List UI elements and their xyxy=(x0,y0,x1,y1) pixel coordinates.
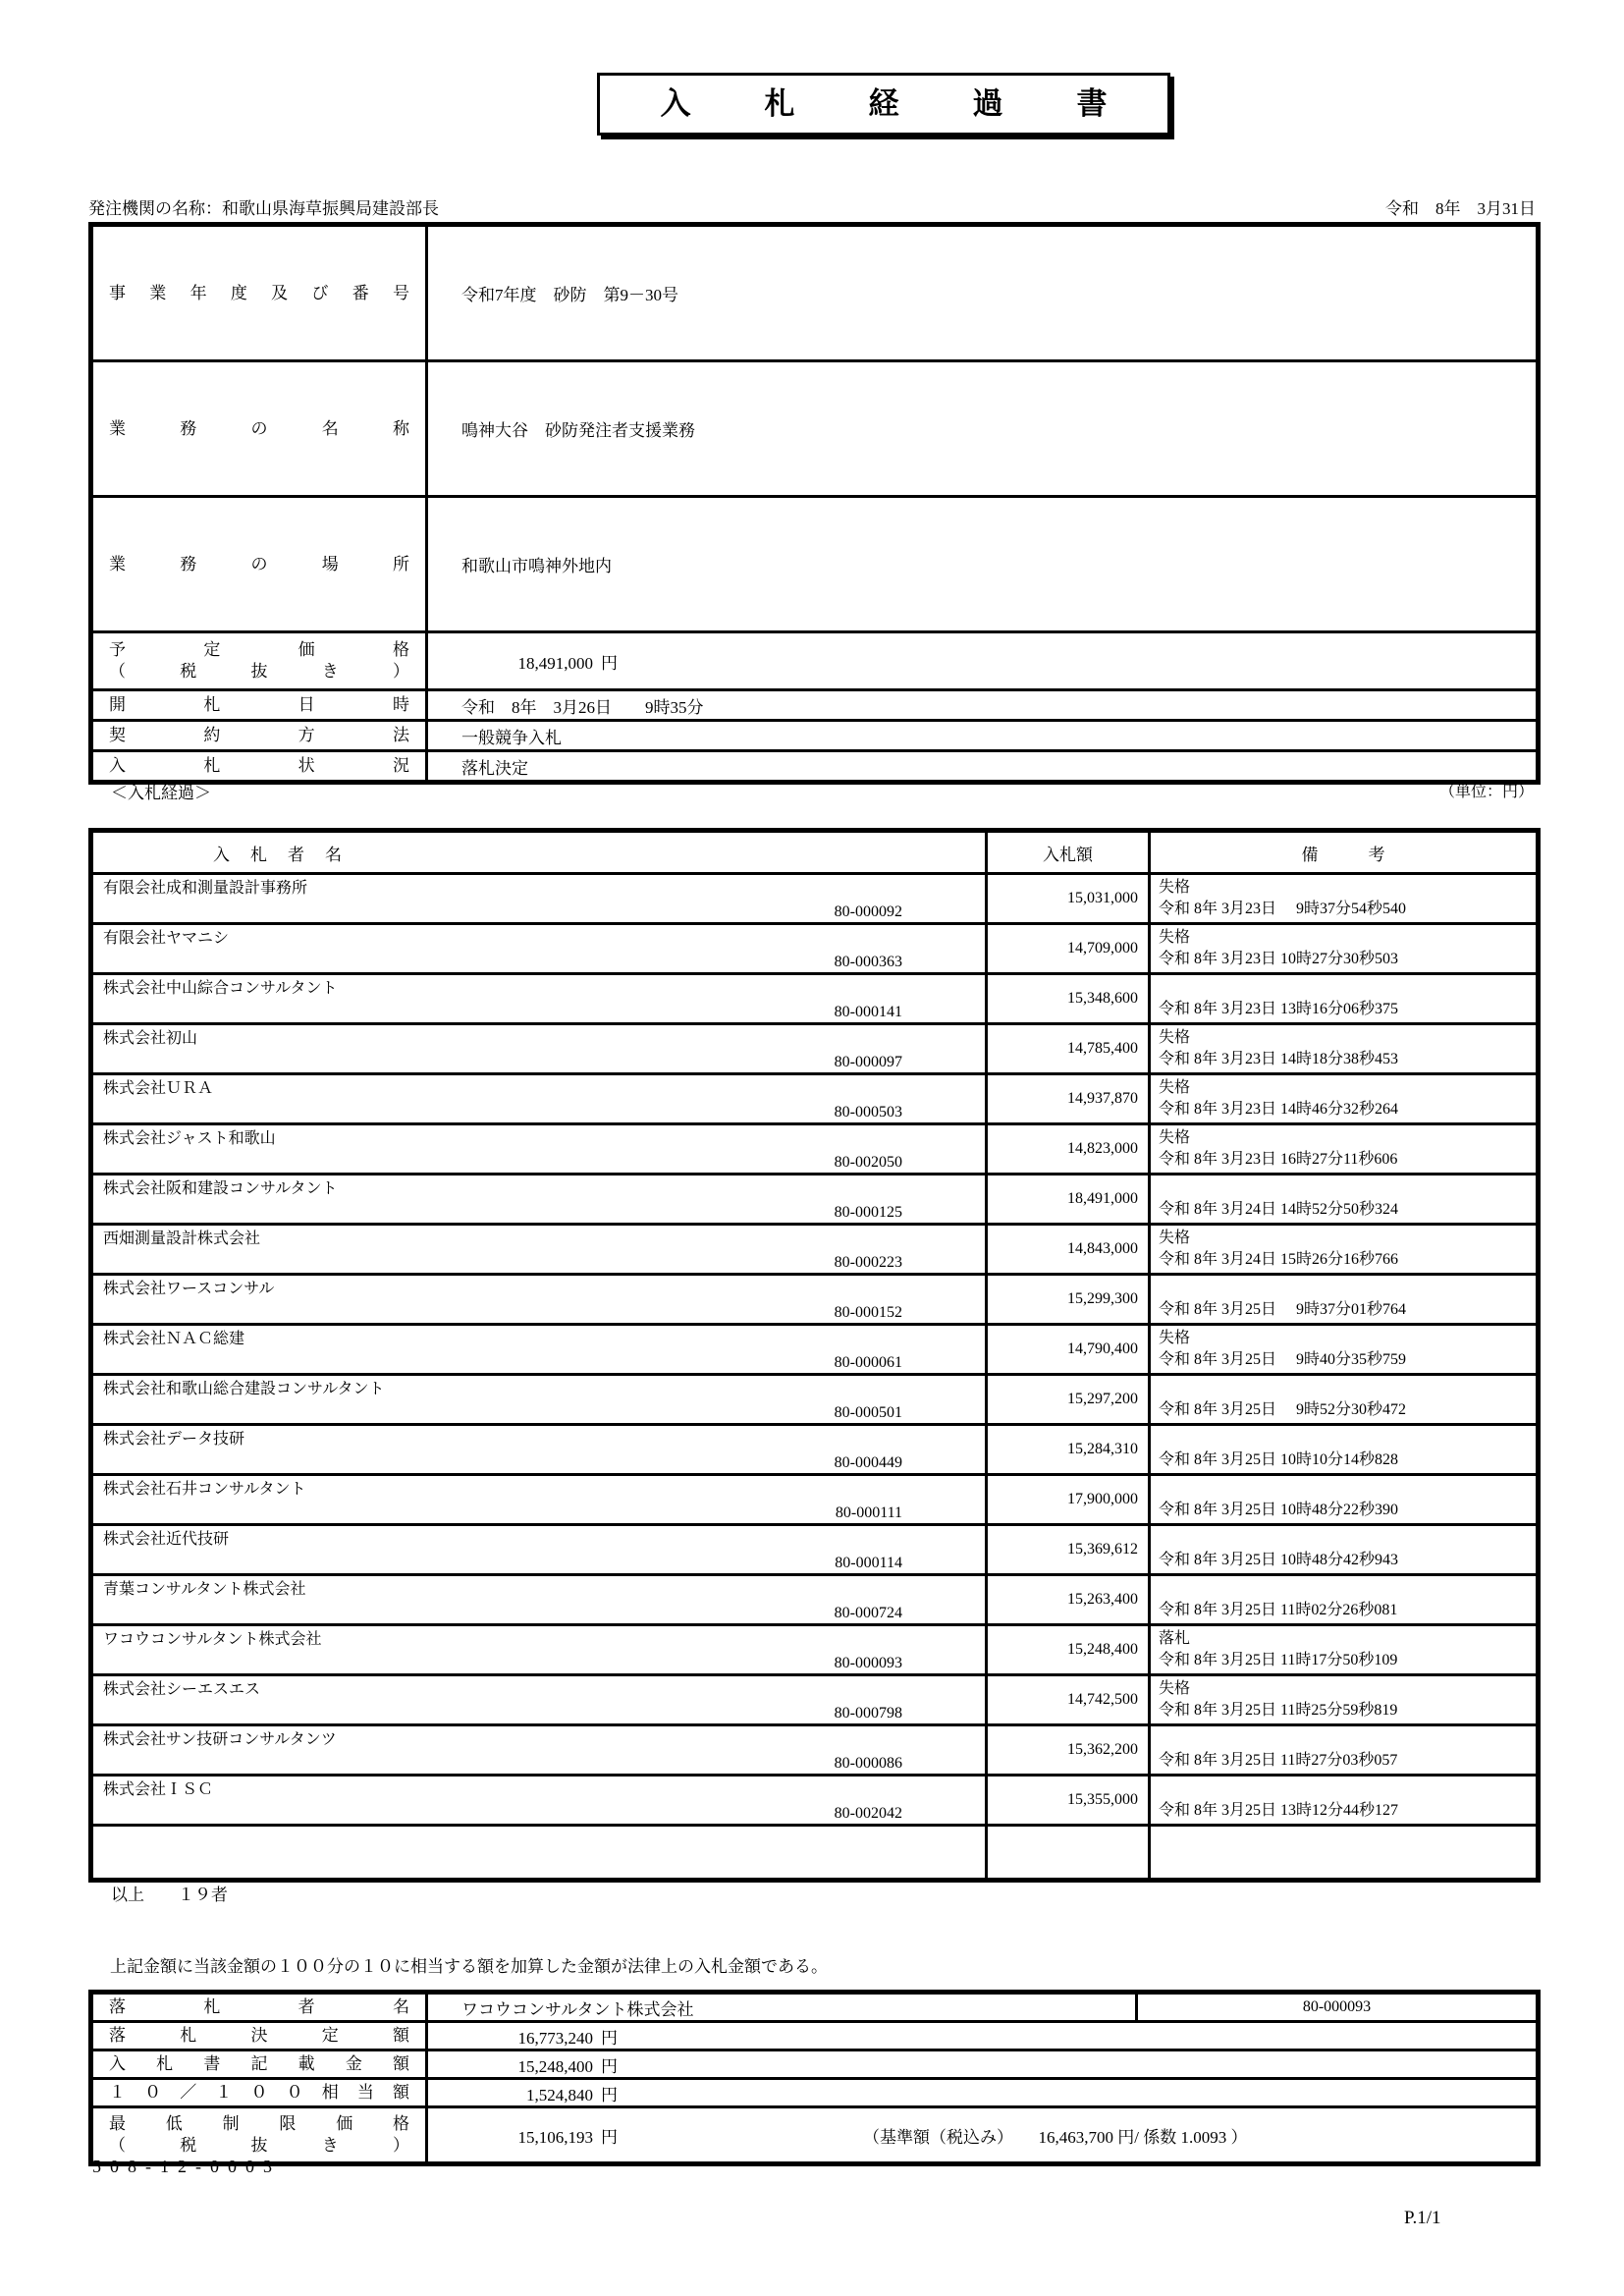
bid-amount: 15,362,200 xyxy=(987,1725,1150,1776)
bidder-name: 株式会社初山 xyxy=(103,1030,198,1047)
bidder-code: 80-000501 xyxy=(834,1404,902,1421)
bid-datetime: 令和 8年 3月23日 16時27分11秒606 xyxy=(1159,1151,1398,1168)
info-label: 入 札 状 況 xyxy=(109,756,409,775)
remarks-cell xyxy=(1150,1425,1539,1475)
bidder-code: 80-000724 xyxy=(834,1605,902,1621)
header-bidder-name: 入 札 者 名 xyxy=(91,831,987,874)
remarks-cell xyxy=(1150,1525,1539,1575)
bidder-name: 株式会社ＵＲＡ xyxy=(103,1080,214,1097)
bid-datetime: 令和 8年 3月24日 15時26分16秒766 xyxy=(1159,1251,1399,1268)
bid-amount: 14,785,400 xyxy=(987,1024,1150,1074)
bidder-name: 株式会社中山綜合コンサルタント xyxy=(103,980,338,997)
bidder-code: 80-000093 xyxy=(834,1655,902,1671)
bid-datetime: 令和 8年 3月25日 9時40分35秒759 xyxy=(1159,1351,1407,1368)
bidder-name: 有限会社成和測量設計事務所 xyxy=(103,880,308,897)
info-value: 和歌山市鳴神外地内 xyxy=(461,557,612,575)
result-label: 入 札 書 記 載 金 額 xyxy=(109,2054,409,2073)
award-result-table xyxy=(88,1990,1541,2166)
currency-unit: 円 xyxy=(601,2028,618,2048)
remarks-cell xyxy=(1150,1625,1539,1675)
bid-table-row xyxy=(91,1776,1539,1826)
winner-name: ワコウコンサルタント株式会社 xyxy=(461,1999,694,2019)
bid-datetime: 令和 8年 3月25日 11時17分50秒109 xyxy=(1159,1652,1398,1668)
bid-amount: 15,348,600 xyxy=(987,974,1150,1024)
bid-status xyxy=(1151,1476,1536,1500)
bid-status: 失格 xyxy=(1159,1129,1191,1146)
ordering-agency: 発注機関の名称：和歌山県海草振興局建設部長 xyxy=(88,199,439,218)
bid-status: 失格 xyxy=(1159,1680,1191,1697)
info-row-project-name xyxy=(91,361,1539,497)
bidder-cell xyxy=(91,1074,987,1124)
ten-percent-amount: 1,524,840 xyxy=(526,2085,593,2105)
info-value: 令和7年度 砂防 第9－30号 xyxy=(461,286,678,304)
bid-amount: 14,937,870 xyxy=(987,1074,1150,1124)
info-row-contract-method xyxy=(91,721,1539,751)
remarks-cell xyxy=(1150,1325,1539,1375)
result-row-ten-percent xyxy=(91,2079,1539,2107)
bid-progress-section-label: ＜入札経過＞ xyxy=(111,784,211,802)
currency-unit: 円 xyxy=(601,653,618,673)
info-label: 業 務 の 名 称 xyxy=(109,418,409,438)
remarks-cell xyxy=(1150,1375,1539,1425)
remarks-cell xyxy=(1150,1575,1539,1625)
bidder-name: 株式会社近代技研 xyxy=(103,1531,230,1548)
bid-table-row xyxy=(91,1175,1539,1225)
bidder-cell xyxy=(91,1325,987,1375)
bid-status xyxy=(1151,975,1536,999)
bidder-name: 西畑測量設計株式会社 xyxy=(103,1230,261,1247)
bid-table-empty-row xyxy=(91,1826,1539,1881)
bidder-code: 80-000061 xyxy=(834,1354,902,1371)
bidder-code: 80-000114 xyxy=(835,1555,902,1571)
info-value: 鳴神大谷 砂防発注者支援業務 xyxy=(461,421,695,440)
result-label: １ ０ ／ １ ０ ０ 相 当 額 xyxy=(109,2083,409,2102)
bidder-name: 株式会社ワースコンサル xyxy=(103,1281,275,1297)
bid-status: 落札 xyxy=(1159,1630,1191,1647)
bid-amount: 15,355,000 xyxy=(987,1776,1150,1826)
bidder-cell xyxy=(91,1124,987,1175)
bidder-name: 有限会社ヤマニシ xyxy=(103,930,230,947)
bid-table-row xyxy=(91,1124,1539,1175)
bidder-count-note: 以上 １９者 xyxy=(111,1886,228,1904)
bid-table-row xyxy=(91,1575,1539,1625)
header-bid-amount: 入札額 xyxy=(987,831,1150,874)
bidder-code: 80-000141 xyxy=(834,1004,902,1020)
bid-amount: 15,248,400 xyxy=(987,1625,1150,1675)
bidder-cell xyxy=(91,1225,987,1275)
remarks-cell xyxy=(1150,1275,1539,1325)
document-number: 508-12-0003 xyxy=(92,2157,281,2176)
remarks-cell xyxy=(1150,1725,1539,1776)
bid-table-row xyxy=(91,924,1539,974)
remarks-cell xyxy=(1150,1475,1539,1525)
legal-note: 上記金額に当該金額の１００分の１０に相当する額を加算した金額が法律上の入札金額である。 xyxy=(110,1957,828,1976)
result-row-bid-sheet-amount xyxy=(91,2050,1539,2079)
bid-sheet-amount: 15,248,400 xyxy=(517,2056,593,2076)
currency-unit: 円 xyxy=(601,2056,618,2076)
bidder-name: 株式会社石井コンサルタント xyxy=(103,1481,306,1498)
info-row-planned-price xyxy=(91,632,1539,690)
bid-table xyxy=(88,828,1541,1883)
bidder-name: 株式会社サン技研コンサルタンツ xyxy=(103,1731,337,1748)
remarks-cell xyxy=(1150,1675,1539,1725)
bidder-code: 80-000363 xyxy=(834,954,902,970)
bidder-code: 80-000798 xyxy=(834,1705,902,1722)
bid-table-row xyxy=(91,1725,1539,1776)
info-row-opening-datetime xyxy=(91,690,1539,721)
bid-status: 失格 xyxy=(1159,1330,1191,1346)
bid-table-row xyxy=(91,1225,1539,1275)
result-row-minimum-price xyxy=(91,2107,1539,2164)
bidder-name: 株式会社データ技研 xyxy=(103,1431,245,1448)
bid-datetime: 令和 8年 3月25日 10時10分14秒828 xyxy=(1159,1451,1399,1468)
bid-table-row xyxy=(91,874,1539,924)
project-info-table xyxy=(88,222,1541,785)
info-row-project-location xyxy=(91,497,1539,632)
bidder-code: 80-000449 xyxy=(834,1454,902,1471)
bidder-cell xyxy=(91,1425,987,1475)
bid-table-row xyxy=(91,1625,1539,1675)
bidder-cell xyxy=(91,974,987,1024)
bidder-code: 80-000152 xyxy=(834,1304,902,1321)
result-label: 落 札 決 定 額 xyxy=(109,2026,409,2045)
header-remarks: 備 考 xyxy=(1150,831,1539,874)
page-title: 入 札 経 過 書 xyxy=(597,73,1170,136)
bid-amount: 14,843,000 xyxy=(987,1225,1150,1275)
bid-amount: 14,790,400 xyxy=(987,1325,1150,1375)
bidder-name: 株式会社阪和建設コンサルタント xyxy=(103,1180,338,1197)
currency-unit: 円 xyxy=(601,2085,618,2105)
bid-datetime: 令和 8年 3月23日 10時27分30秒503 xyxy=(1159,951,1399,967)
bid-status xyxy=(1151,1376,1536,1399)
bid-table-row xyxy=(91,1525,1539,1575)
bid-status xyxy=(1151,1726,1536,1750)
bid-status xyxy=(1151,1175,1536,1199)
bid-datetime: 令和 8年 3月23日 14時18分38秒453 xyxy=(1159,1051,1399,1067)
info-label: 事 業 年 度 及 び 番 号 xyxy=(109,283,409,302)
bid-datetime: 令和 8年 3月25日 11時27分03秒057 xyxy=(1159,1752,1398,1769)
bid-status xyxy=(1151,1777,1536,1800)
bid-datetime: 令和 8年 3月25日 10時48分42秒943 xyxy=(1159,1552,1399,1568)
bid-datetime: 令和 8年 3月25日 11時02分26秒081 xyxy=(1159,1602,1398,1618)
info-label: 開 札 日 時 xyxy=(109,695,409,714)
planned-price-amount: 18,491,000 xyxy=(517,653,593,673)
bid-amount: 15,299,300 xyxy=(987,1275,1150,1325)
bid-status xyxy=(1151,1426,1536,1449)
bid-table-row xyxy=(91,1675,1539,1725)
base-amount-note: （基準額（税込み） 16,463,700 円/ 係数 1.0093 ） xyxy=(863,2127,1248,2147)
bid-datetime: 令和 8年 3月25日 9時52分30秒472 xyxy=(1159,1401,1407,1418)
bidder-cell xyxy=(91,1175,987,1225)
bid-datetime: 令和 8年 3月25日 10時48分22秒390 xyxy=(1159,1502,1399,1518)
bidder-name: 株式会社シーエスエス xyxy=(103,1681,261,1698)
bid-status xyxy=(1151,1576,1536,1600)
bid-datetime: 令和 8年 3月25日 9時37分01秒764 xyxy=(1159,1301,1407,1318)
result-label-line2: （ 税 抜 き ） xyxy=(109,2136,409,2155)
bid-table-row xyxy=(91,1475,1539,1525)
bid-amount: 18,491,000 xyxy=(987,1175,1150,1225)
bid-status: 失格 xyxy=(1159,1079,1191,1096)
bidder-cell xyxy=(91,1675,987,1725)
bidder-cell xyxy=(91,924,987,974)
bidder-name: ワコウコンサルタント株式会社 xyxy=(103,1631,322,1648)
bidder-code: 80-000086 xyxy=(834,1755,902,1772)
info-row-project-number xyxy=(91,225,1539,361)
bidder-cell xyxy=(91,1525,987,1575)
bidder-name: 株式会社ジャスト和歌山 xyxy=(103,1130,276,1147)
bid-datetime: 令和 8年 3月24日 14時52分50秒324 xyxy=(1159,1201,1399,1218)
bid-status xyxy=(1151,1526,1536,1550)
bid-datetime: 令和 8年 3月23日 9時37分54秒540 xyxy=(1159,901,1407,917)
bidder-name: 株式会社ＮＡＣ総建 xyxy=(103,1331,245,1347)
bid-table-row xyxy=(91,1325,1539,1375)
bid-datetime: 令和 8年 3月25日 13時12分44秒127 xyxy=(1159,1802,1399,1819)
info-value: 落札決定 xyxy=(461,758,528,778)
bidder-cell xyxy=(91,874,987,924)
bidder-cell xyxy=(91,1776,987,1826)
bidder-code: 80-000223 xyxy=(834,1254,902,1271)
bid-table-row xyxy=(91,974,1539,1024)
bid-datetime: 令和 8年 3月23日 13時16分06秒375 xyxy=(1159,1001,1399,1017)
info-label-line2: （ 税 抜 き ） xyxy=(109,662,409,681)
bidder-cell xyxy=(91,1725,987,1776)
result-row-award-amount xyxy=(91,2022,1539,2050)
remarks-cell xyxy=(1150,1225,1539,1275)
bid-amount: 15,031,000 xyxy=(987,874,1150,924)
info-row-bid-status xyxy=(91,751,1539,783)
info-label: 契 約 方 法 xyxy=(109,726,409,744)
bid-table-row xyxy=(91,1375,1539,1425)
bidder-code: 80-002042 xyxy=(834,1805,902,1822)
bid-amount: 14,742,500 xyxy=(987,1675,1150,1725)
bid-amount: 15,284,310 xyxy=(987,1425,1150,1475)
remarks-cell xyxy=(1150,874,1539,924)
remarks-cell xyxy=(1150,1124,1539,1175)
bid-table-row xyxy=(91,1074,1539,1124)
bid-status: 失格 xyxy=(1159,1029,1191,1046)
bid-table-row xyxy=(91,1425,1539,1475)
bidder-name: 株式会社和歌山総合建設コンサルタント xyxy=(103,1381,385,1397)
bid-status: 失格 xyxy=(1159,929,1191,946)
bid-status xyxy=(1151,1276,1536,1299)
bid-amount: 15,263,400 xyxy=(987,1575,1150,1625)
info-label: 業 務 の 場 所 xyxy=(109,554,409,574)
remarks-cell xyxy=(1150,924,1539,974)
bid-status: 失格 xyxy=(1159,1230,1191,1246)
bid-datetime: 令和 8年 3月25日 11時25分59秒819 xyxy=(1159,1702,1398,1719)
award-amount: 16,773,240 xyxy=(517,2028,593,2048)
bid-amount: 15,369,612 xyxy=(987,1525,1150,1575)
result-label: 最 低 制 限 価 格 xyxy=(109,2114,409,2133)
bid-amount: 15,297,200 xyxy=(987,1375,1150,1425)
info-value: 令和 8年 3月26日 9時35分 xyxy=(461,697,704,717)
document-date: 令和 8年 3月31日 xyxy=(1385,199,1536,218)
bidder-code: 80-000111 xyxy=(835,1504,902,1521)
result-label: 落 札 者 名 xyxy=(109,1997,409,2016)
bid-status: 失格 xyxy=(1159,879,1191,896)
bid-amount: 14,709,000 xyxy=(987,924,1150,974)
remarks-cell xyxy=(1150,1074,1539,1124)
currency-unit: 円 xyxy=(601,2127,618,2147)
bidder-cell xyxy=(91,1375,987,1425)
bidder-code: 80-002050 xyxy=(834,1154,902,1171)
bidder-cell xyxy=(91,1475,987,1525)
bid-amount: 14,823,000 xyxy=(987,1124,1150,1175)
remarks-cell xyxy=(1150,974,1539,1024)
remarks-cell xyxy=(1150,1175,1539,1225)
bidder-cell xyxy=(91,1625,987,1675)
remarks-cell xyxy=(1150,1776,1539,1826)
bidder-cell xyxy=(91,1275,987,1325)
winner-code: 80-000093 xyxy=(1137,1993,1539,2022)
bidder-cell xyxy=(91,1024,987,1074)
unit-note: （単位：円） xyxy=(1438,784,1534,800)
bidder-name: 青葉コンサルタント株式会社 xyxy=(103,1581,306,1598)
bidder-cell xyxy=(91,1575,987,1625)
page-number: P.1/1 xyxy=(1404,2208,1441,2228)
bidder-code: 80-000097 xyxy=(834,1054,902,1070)
info-label: 予 定 価 格 xyxy=(109,640,409,659)
bidder-name: 株式会社ＩＳＣ xyxy=(103,1781,214,1798)
bidder-code: 80-000503 xyxy=(834,1104,902,1121)
bidder-code: 80-000092 xyxy=(834,903,902,920)
remarks-cell xyxy=(1150,1024,1539,1074)
minimum-price-amount: 15,106,193 xyxy=(517,2127,593,2147)
bidder-code: 80-000125 xyxy=(834,1204,902,1221)
bid-amount: 17,900,000 xyxy=(987,1475,1150,1525)
bid-datetime: 令和 8年 3月23日 14時46分32秒264 xyxy=(1159,1101,1399,1118)
bid-table-row xyxy=(91,1275,1539,1325)
bid-table-header xyxy=(91,831,1539,874)
info-value: 一般競争入札 xyxy=(461,728,562,747)
result-row-winner xyxy=(91,1993,1539,2022)
bid-table-row xyxy=(91,1024,1539,1074)
